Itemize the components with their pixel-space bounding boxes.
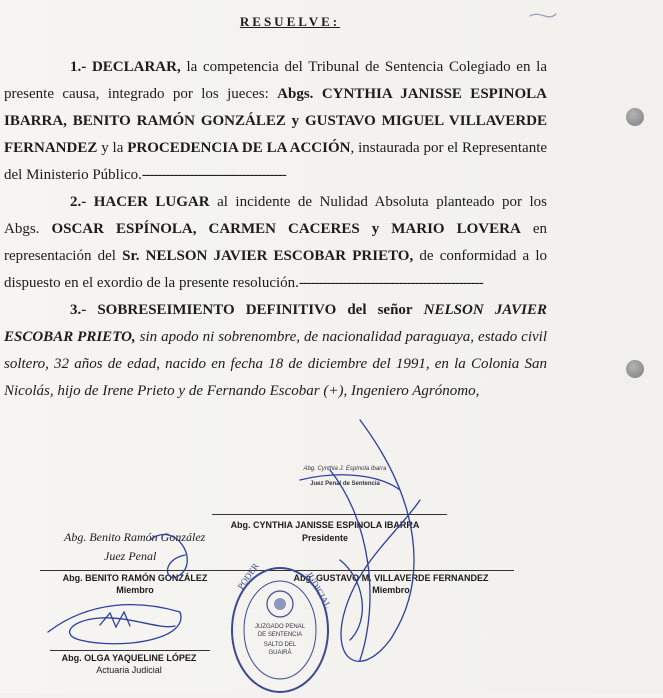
gonzalez-stamp-name: Abg. Benito Ramón González [64,530,206,544]
point-number: 3.- [70,302,87,318]
resolution-point-2: 2.- HACER LUGAR al incidente de Nulidad Absoluta planteado por los Abgs. OSCAR ESPÍNOLA, CARMEN CACERES y MARIO LOVERA en representación del Sr. NELSON JAVIER ESCOBAR PRIETO, de conformidad a lo dispuesto en el exordio de la presente resolución.---------------------------------------------- [4,194,548,291]
president-role: Presidente [301,533,349,543]
judges-names: Abgs. CYNTHIA JANISSE ESPINOLA IBARRA, BENITO RAMÓN GONZÁLEZ y GUSTAVO MIGUEL VILLAVERDE FERNANDEZ [4,86,547,156]
seal-line-1: JUZGADO PENAL [254,624,305,630]
lawyers-names: OSCAR ESPÍNOLA, CARMEN CACERES y MARIO LOVERA [51,221,521,237]
punch-hole-top [626,108,644,126]
villaverde-role: Miembro [372,585,410,595]
punch-hole-bottom [626,360,644,378]
point-number: 1.- [70,59,87,75]
svg-text:PODER: PODER [235,561,261,592]
small-judge-stamp-role: Juez Penal de Sentencia [310,481,380,487]
signature-line-actuaria [50,650,210,651]
procedencia-text: PROCEDENCIA DE LA ACCIÓN [127,140,351,156]
gonzalez-name: Abg. BENITO RAMÓN GONZÁLEZ [62,573,208,583]
official-seal [228,560,332,693]
small-judge-stamp-name: Abg. Cynthia J. Espínola Ibarra [303,466,387,472]
bleed-through-text: · [500,4,503,14]
point-lead: DECLARAR, [91,59,181,75]
seal-line-2: DE SENTENCIA [257,632,303,638]
signature-line-president [212,514,447,515]
point-number: 2.- [70,194,87,210]
point-lead: HACER LUGAR [93,194,210,210]
seal-line-4: GUAIRÁ [268,650,292,656]
resuelve-heading: RESUELVE: [239,14,341,29]
resolution-body [4,54,547,405]
gonzalez-stamp-role: Juez Penal [104,549,157,563]
defendant-name: NELSON JAVIER ESCOBAR PRIETO, [4,302,548,345]
villaverde-name: Abg. GUSTAVO M. VILLAVERDE FERNANDEZ [293,573,489,583]
point-lead: SOBRESEIMIENTO DEFINITIVO del señor [97,302,413,318]
actuaria-name: Abg. OLGA YAQUELINE LÓPEZ [61,653,197,663]
resolution-point-3: 3.- SOBRESEIMIENTO DEFINITIVO del señor NELSON JAVIER ESCOBAR PRIETO, sin apodo ni sobrenombre, de nacionalidad paraguaya, estado civil soltero, 32 años de edad, nacido en fecha 18 de diciembre del 1991, en la Colonia San Nicolás, hijo de Irene Prieto y de Fernando Escobar (+), Ingeniero Agrónomo, [4,302,548,399]
seal-line-3: SALTO DEL [263,642,297,648]
resolution-point-1: 1.- DECLARAR, la competencia del Tribunal de Sentencia Colegiado en la presente causa, integrado por los jueces: Abgs. CYNTHIA JANISSE ESPINOLA IBARRA, BENITO RAMÓN GONZÁLEZ y GUSTAVO MIGUEL VILLAVERDE FERNANDEZ y la PROCEDENCIA DE LA ACCIÓN, instaurada por el Representante del Ministerio Público.------------------------------------ [4,59,548,183]
actuaria-role: Actuaria Judicial [96,665,162,675]
svg-text:JUDICIAL: JUDICIAL [304,570,332,611]
client-name: Sr. NELSON JAVIER ESCOBAR PRIETO, [122,248,414,264]
gonzalez-role: Miembro [116,585,154,595]
president-name: Abg. CYNTHIA JANISSE ESPINOLA IBARRA [230,520,420,530]
